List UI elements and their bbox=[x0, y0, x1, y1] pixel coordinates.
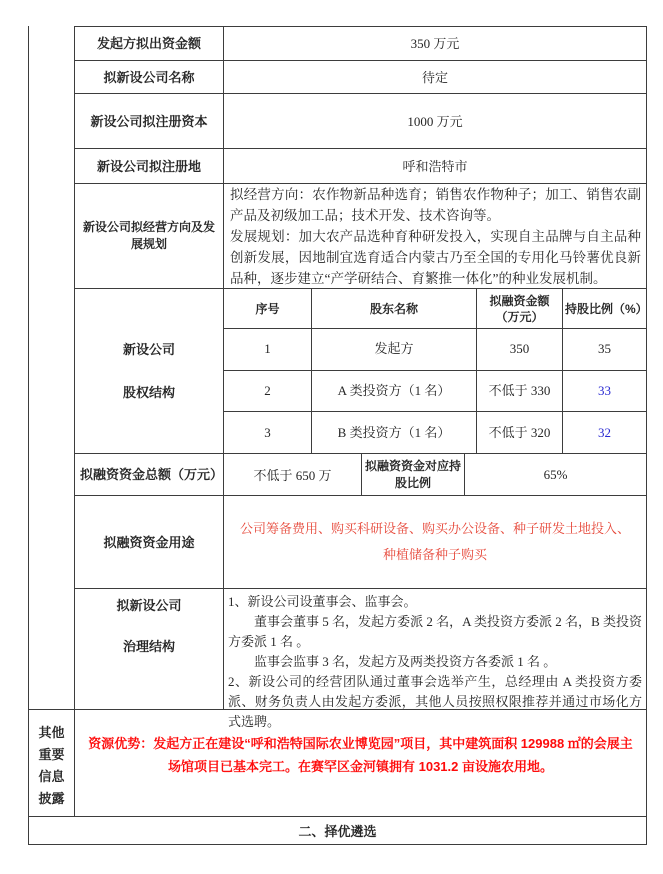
business-plan-value bbox=[224, 184, 647, 289]
business-direction-paragraph: 拟经营方向：农作物新品种选育；销售农作物种子；加工、销售农副产品及初级加工品；技术开发、技术咨询等。 bbox=[230, 186, 641, 223]
total-funding-value: 不低于 650 万 bbox=[224, 454, 362, 496]
other-info-label-line: 信息 bbox=[38, 769, 65, 784]
shareholder-row bbox=[224, 371, 647, 413]
funding-amount-value: 350 万元 bbox=[224, 27, 647, 61]
other-info-value: 资源优势：发起方正在建设“呼和浩特国际农业博览园”项目，其中建筑面积 129988 ㎡的会展主场馆项目已基本完工。在赛罕区金河镇拥有 1031.2 亩设施农用地。 bbox=[75, 710, 647, 816]
section-footer-row bbox=[28, 816, 647, 845]
equity-label-line2: 股权结构 bbox=[122, 385, 175, 400]
main-grid bbox=[75, 26, 648, 729]
shareholder-row bbox=[224, 329, 647, 371]
other-info-label-line: 重要 bbox=[38, 747, 65, 762]
shareholder-amount: 350 bbox=[477, 329, 563, 370]
equity-header-ratio: 持股比例（%） bbox=[563, 289, 647, 328]
development-plan-paragraph: 发展规划：加大农产品选种育种研发投入，实现自主品牌与自主品种创新发展，因地制宜选育适合内蒙古乃至全国的专用化马铃薯优良新品种，逐步建立“产学研结合、育繁推一体化”的种业发展机制。 bbox=[230, 228, 641, 286]
shareholder-name: B 类投资方（1 名） bbox=[312, 412, 477, 453]
company-name-label: 拟新设公司名称 bbox=[75, 61, 224, 94]
registered-capital-value: 1000 万元 bbox=[224, 94, 647, 149]
table-row bbox=[75, 184, 647, 289]
governance-label-line1: 拟新设公司 bbox=[116, 598, 182, 613]
equity-header-amount: 拟融资金额（万元） bbox=[477, 289, 563, 328]
equity-structure-row bbox=[75, 289, 647, 454]
other-info-label-line: 其他 bbox=[38, 725, 65, 740]
shareholder-no: 2 bbox=[224, 371, 312, 412]
other-info-label bbox=[28, 710, 75, 816]
governance-line: 2、新设公司的经营团队通过董事会选举产生，总经理由 A 类投资方委派、财务负责人由发起方委派，其他人员按照权限推荐并通过市场化方式选聘。 bbox=[228, 674, 642, 729]
equity-table bbox=[224, 289, 647, 454]
proposal-table bbox=[28, 26, 647, 845]
total-funding-row bbox=[75, 454, 647, 496]
governance-line: 董事会董事 5 名，发起方委派 2 名，A 类投资方委派 2 名，B 类投资方委派 1 名 。 bbox=[228, 614, 642, 649]
shareholder-no: 1 bbox=[224, 329, 312, 370]
equity-header-row bbox=[224, 289, 647, 329]
funding-ratio-value: 65% bbox=[465, 454, 647, 496]
governance-label-line2: 治理结构 bbox=[122, 639, 175, 654]
funding-use-label: 拟融资资金用途 bbox=[75, 496, 224, 589]
funding-use-row bbox=[75, 496, 647, 589]
registered-location-label: 新设公司拟注册地 bbox=[75, 149, 224, 184]
shareholder-amount: 不低于 330 bbox=[477, 371, 563, 412]
shareholder-name: 发起方 bbox=[312, 329, 477, 370]
shareholder-no: 3 bbox=[224, 412, 312, 453]
table-row bbox=[75, 149, 647, 184]
shareholder-amount: 不低于 320 bbox=[477, 412, 563, 453]
registered-location-value: 呼和浩特市 bbox=[224, 149, 647, 184]
funding-use-value: 公司筹备费用、购买科研设备、购买办公设备、种子研发土地投入、种植储备种子购买 bbox=[224, 496, 647, 589]
upper-band bbox=[28, 26, 648, 729]
table-row bbox=[75, 94, 647, 149]
equity-header-name: 股东名称 bbox=[312, 289, 477, 328]
table-row bbox=[75, 27, 647, 61]
equity-header-no: 序号 bbox=[224, 289, 312, 328]
shareholder-ratio: 33 bbox=[563, 371, 647, 412]
governance-line: 1、新设公司设董事会、监事会。 bbox=[228, 594, 417, 609]
funding-ratio-label: 拟融资资金对应持股比例 bbox=[362, 454, 465, 496]
funding-amount-label: 发起方拟出资金额 bbox=[75, 27, 224, 61]
left-gutter-cell bbox=[28, 26, 75, 709]
other-info-label-line: 披露 bbox=[38, 791, 65, 806]
equity-structure-label bbox=[75, 289, 224, 454]
company-name-value: 待定 bbox=[224, 61, 647, 94]
shareholder-ratio: 32 bbox=[563, 412, 647, 453]
business-plan-label: 新设公司拟经营方向及发展规划 bbox=[75, 184, 224, 289]
governance-line: 监事会监事 3 名，发起方及两类投资方各委派 1 名 。 bbox=[228, 654, 557, 669]
governance-row bbox=[75, 589, 647, 729]
governance-label bbox=[75, 589, 224, 709]
shareholder-name: A 类投资方（1 名） bbox=[312, 371, 477, 412]
table-row bbox=[75, 61, 647, 94]
section-footer-title: 二、择优遴选 bbox=[298, 824, 377, 839]
shareholder-row bbox=[224, 412, 647, 454]
total-funding-label: 拟融资资金总额（万元） bbox=[75, 454, 224, 496]
governance-value bbox=[224, 589, 647, 729]
shareholder-ratio: 35 bbox=[563, 329, 647, 370]
equity-label-line1: 新设公司 bbox=[122, 342, 175, 357]
other-info-band bbox=[28, 709, 647, 816]
registered-capital-label: 新设公司拟注册资本 bbox=[75, 94, 224, 149]
